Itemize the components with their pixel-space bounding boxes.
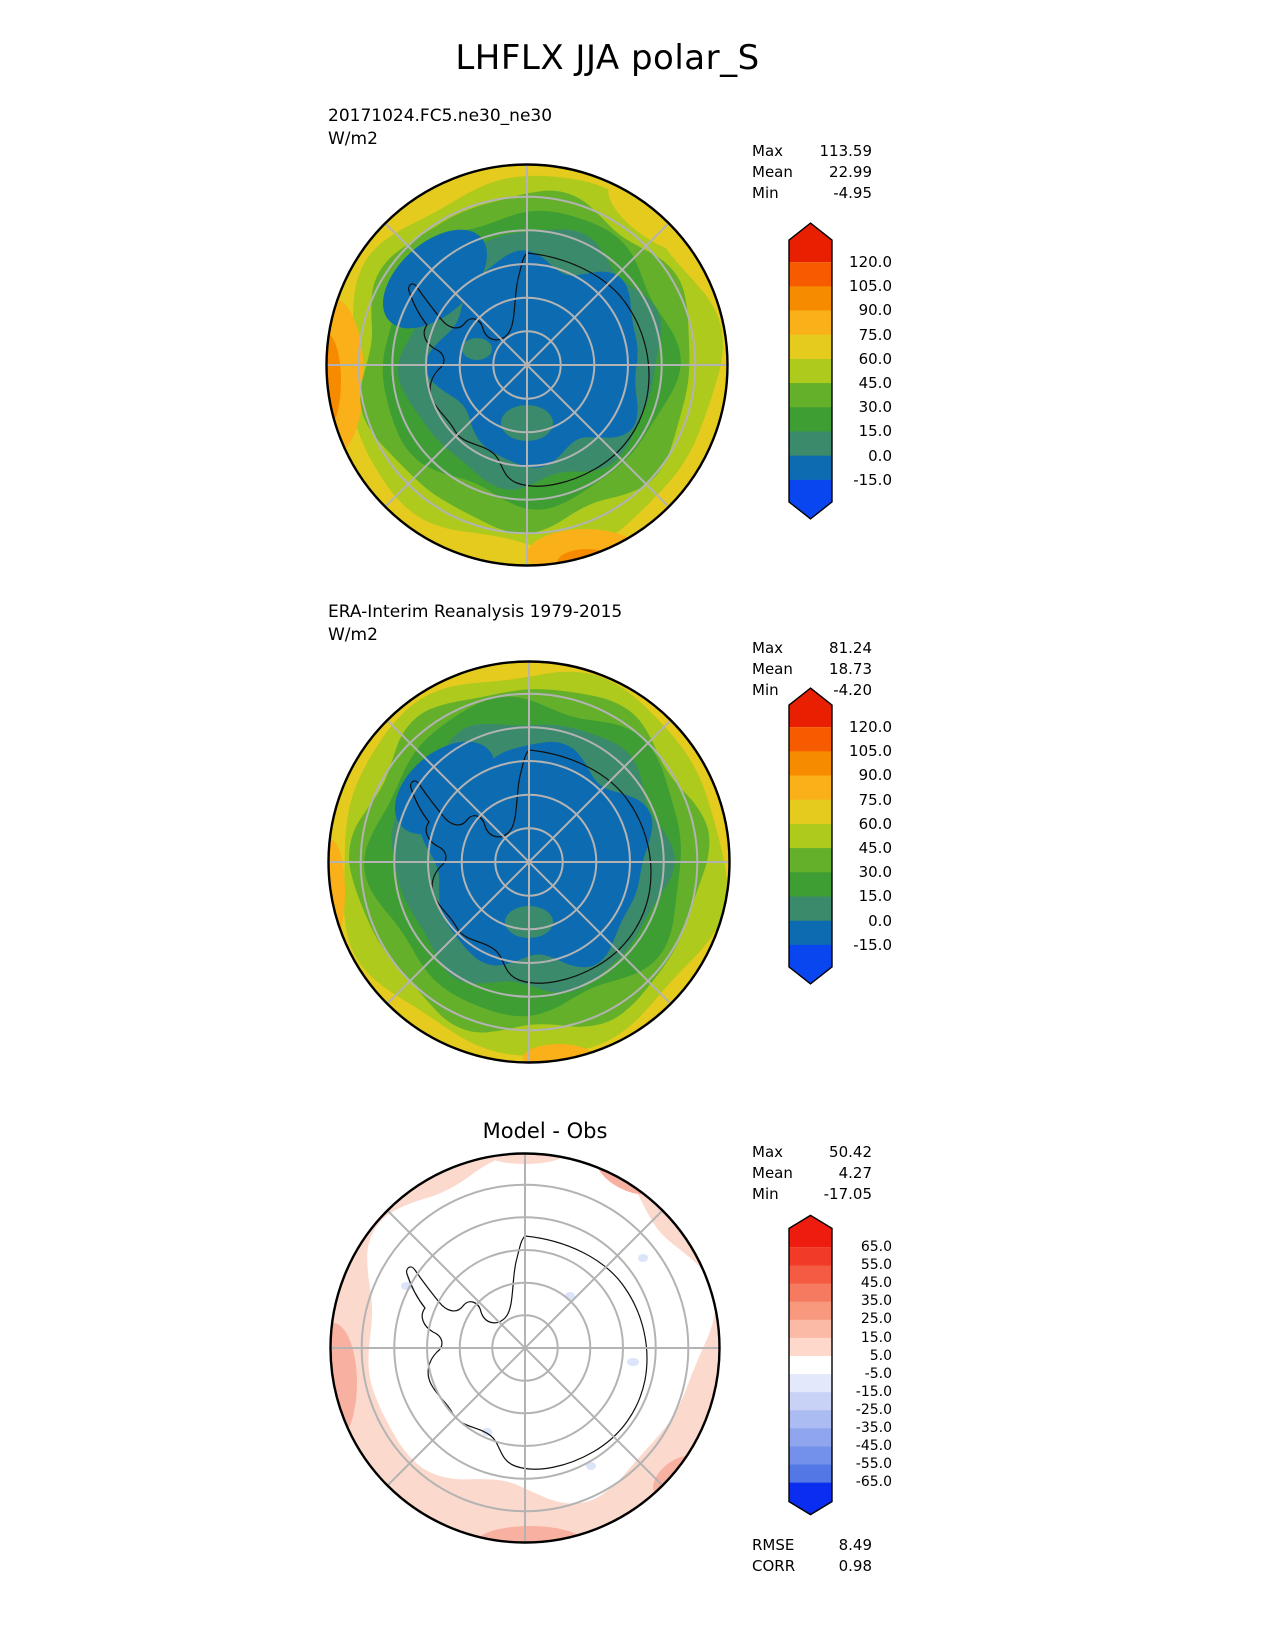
colorbar-tick-label: 25.0 [860,1311,892,1327]
colorbar-segment [789,407,832,432]
contour-fill [627,1358,639,1366]
colorbar-segment [789,872,832,897]
diff-stats [752,1142,872,1205]
colorbar-segment [789,1410,832,1429]
polar-map-svg [327,660,731,1064]
colorbar-tick-label: 105.0 [849,277,892,295]
colorbar-tick-label: -15.0 [853,936,892,954]
diff-polar-map [329,1152,721,1544]
contour-fill [638,1254,648,1262]
obs-colorbar [789,688,894,984]
metric-value: 8.49 [838,1536,872,1554]
colorbar-segment [789,311,832,336]
colorbar-tick-label: 45.0 [860,1275,892,1291]
colorbar-segment [789,1320,832,1339]
colorbar-tick-label: 15.0 [858,887,892,905]
model-stats [752,141,872,204]
colorbar-lower-arrow [789,1483,832,1515]
model-units-label: W/m2 [328,129,378,149]
diff-colorbar [789,1215,894,1515]
colorbar-svg [786,220,835,522]
colorbar-segment [789,776,832,801]
stat-label: Min [752,184,779,202]
model-panel-label [328,105,552,151]
stat-label: Mean [752,163,793,181]
colorbar-segment [789,921,832,946]
colorbar-tick-label: -15.0 [853,471,892,489]
contour-fill [329,1372,331,1408]
colorbar-segment [789,1446,832,1465]
colorbar-segment [789,1428,832,1447]
contour-fill [575,559,603,567]
colorbar-tick-label: 75.0 [858,326,892,344]
colorbar-tick-label: 65.0 [860,1239,892,1255]
obs-panel-label [328,601,622,647]
polar-map-svg [329,1152,721,1544]
stat-value: -4.20 [833,681,872,699]
colorbar-svg [786,685,835,987]
colorbar-segment [789,1356,832,1375]
colorbar-tick-label: -25.0 [855,1402,892,1418]
colorbar-tick-label: 35.0 [860,1293,892,1309]
polar-map-svg [325,163,729,567]
colorbar-tick-label: -5.0 [864,1366,892,1382]
colorbar-upper-arrow [789,688,832,727]
colorbar-upper-arrow [789,1215,832,1247]
stat-label: Max [752,639,784,657]
colorbar-tick-label: 0.0 [868,447,892,465]
stat-value: -17.05 [823,1185,872,1203]
colorbar-segment [789,262,832,287]
stat-value: 113.59 [819,142,872,160]
colorbar-segment [789,383,832,408]
stat-value: 50.42 [829,1143,872,1161]
colorbar-segment [789,1374,832,1393]
obs-dataset-name: ERA-Interim Reanalysis 1979-2015 [328,602,623,622]
colorbar-tick-label: -15.0 [855,1384,892,1400]
colorbar-segment [789,286,832,311]
stat-label: Mean [752,1164,793,1182]
colorbar-segment [789,824,832,849]
stat-label: Mean [752,660,793,678]
stat-label: Max [752,1143,784,1161]
colorbar-tick-label: 15.0 [860,1330,892,1346]
stat-value: 4.27 [838,1164,872,1182]
diff-metrics [752,1535,872,1577]
colorbar-tick-label: 5.0 [869,1348,892,1364]
metric-label: RMSE [752,1536,795,1554]
colorbar-segment [789,456,832,481]
colorbar-segment [789,1338,832,1357]
colorbar-tick-label: -55.0 [855,1456,892,1472]
colorbar-lower-arrow [789,945,832,984]
colorbar-tick-label: 45.0 [858,374,892,392]
colorbar-tick-label: 120.0 [849,718,892,736]
stat-value: 18.73 [829,660,872,678]
colorbar-segment [789,751,832,776]
colorbar-segment [789,1302,832,1321]
colorbar-segment [789,1265,832,1284]
colorbar-tick-label: 0.0 [868,912,892,930]
contour-fill [462,338,492,360]
colorbar-segment [789,1247,832,1266]
colorbar-tick-label: -45.0 [855,1438,892,1454]
colorbar-segment [789,359,832,384]
colorbar-lower-arrow [789,480,832,519]
colorbar-tick-label: 75.0 [858,791,892,809]
colorbar-tick-label: 105.0 [849,742,892,760]
stat-value: 22.99 [829,163,872,181]
metric-value: 0.98 [838,1557,872,1575]
colorbar-segment [789,432,832,457]
colorbar-tick-label: 30.0 [858,863,892,881]
colorbar-segment [789,727,832,752]
colorbar-upper-arrow [789,223,832,262]
colorbar-tick-label: 90.0 [858,766,892,784]
stat-label: Min [752,1185,779,1203]
model-run-name: 20171024.FC5.ne30_ne30 [328,106,553,126]
colorbar-segment [789,897,832,922]
colorbar-segment [789,1392,832,1411]
colorbar-segment [789,848,832,873]
metric-label: CORR [752,1557,796,1575]
colorbar-tick-label: 45.0 [858,839,892,857]
colorbar-segment [789,800,832,825]
colorbar-tick-label: 60.0 [858,815,892,833]
page-title: LHFLX JJA polar_S [455,38,760,78]
colorbar-tick-label: 120.0 [849,253,892,271]
model-colorbar [789,223,894,519]
obs-units-label: W/m2 [328,625,378,645]
model-polar-map [325,163,729,567]
colorbar-tick-label: 60.0 [858,350,892,368]
colorbar-segment [789,335,832,360]
colorbar-segment [789,1465,832,1484]
obs-polar-map [327,660,731,1064]
colorbar-segment [789,1284,832,1303]
stat-value: 81.24 [829,639,872,657]
stat-label: Min [752,681,779,699]
colorbar-tick-label: 55.0 [860,1257,892,1273]
colorbar-tick-label: 90.0 [858,301,892,319]
stat-label: Max [752,142,784,160]
colorbar-tick-label: 15.0 [858,422,892,440]
colorbar-svg [786,1212,835,1518]
colorbar-tick-label: 30.0 [858,398,892,416]
colorbar-tick-label: -65.0 [855,1474,892,1490]
diff-panel-title: Model - Obs [482,1119,608,1143]
colorbar-tick-label: -35.0 [855,1420,892,1436]
stat-value: -4.95 [833,184,872,202]
